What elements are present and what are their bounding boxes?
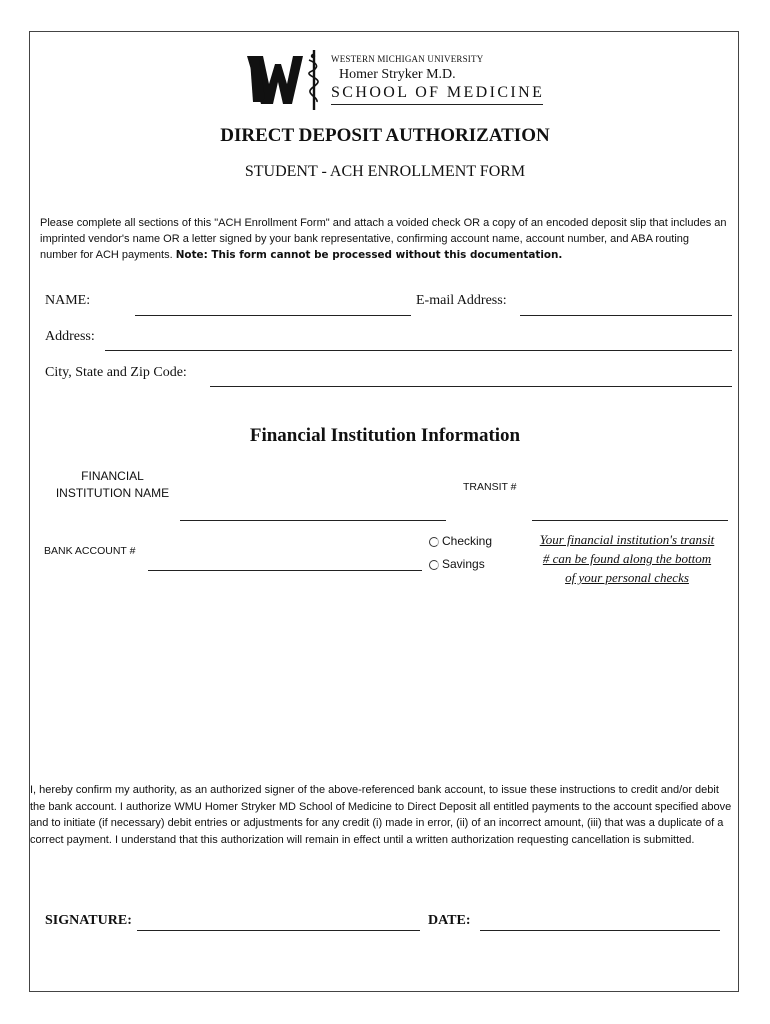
transit-note-line2: # can be found along the bottom (542, 551, 712, 566)
w-logo-icon (247, 54, 303, 106)
city-state-zip-field[interactable] (210, 386, 732, 387)
transit-label: TRANSIT # (463, 481, 517, 493)
email-field[interactable] (520, 315, 732, 316)
name-label: NAME: (45, 293, 91, 308)
transit-note (520, 530, 734, 587)
city-state-zip-label: City, State and Zip Code: (45, 365, 187, 380)
instructions-paragraph (40, 215, 728, 263)
school-name-line2: SCHOOL OF MEDICINE (331, 84, 545, 101)
wmu-logo (247, 48, 547, 112)
email-label: E-mail Address: (416, 293, 507, 308)
instructions-note: Note: This form cannot be processed without this documentation. (175, 249, 563, 261)
savings-radio[interactable] (429, 560, 439, 570)
checking-radio[interactable] (429, 537, 439, 547)
staff-of-asclepius-icon (307, 48, 321, 112)
address-field[interactable] (105, 350, 732, 351)
institution-name-field[interactable] (180, 520, 446, 521)
institution-label-line2: INSTITUTION NAME (55, 486, 170, 500)
transit-field[interactable] (532, 520, 728, 521)
university-name: WESTERN MICHIGAN UNIVERSITY (331, 54, 484, 64)
signature-label: SIGNATURE: (45, 913, 132, 928)
savings-label: Savings (442, 557, 485, 571)
form-page (29, 31, 739, 992)
institution-label-line1: FINANCIAL (81, 469, 144, 483)
date-label: DATE: (428, 913, 471, 928)
logo-underline (331, 104, 543, 105)
instructions-text: Please complete all sections of this "ACH Enrollment Form" and attach a voided check OR a copy of an encoded deposit slip that includes an imprinted vendor's name OR a letter signed by your bank representative, confirming account name, account number, and ABA routing number for ACH payments. (40, 217, 727, 261)
school-name-line1: Homer Stryker M.D. (339, 67, 456, 82)
name-field[interactable] (135, 315, 411, 316)
transit-note-line1: Your financial institution's transit (539, 532, 715, 547)
checking-label: Checking (442, 534, 493, 548)
signature-field[interactable] (137, 930, 420, 931)
bank-account-label: BANK ACCOUNT # (44, 545, 136, 557)
bank-account-field[interactable] (148, 570, 422, 571)
authorization-statement: I, hereby confirm my authority, as an authorized signer of the above-referenced bank account, to issue these instructions to credit and/or debit the bank account. I authorize WMU Homer Stryker MD School of Medicine to Direct Deposit all entitled payments to the account specified above and to initiate (if necessary) debit entries or adjustments for any credit (i) made in error, (ii) of an incorrect amount, (iii) that was a duplicate of a correct payment. I understand that this authorization will remain in effect until a written authorization requesting cancellation is submitted. (30, 784, 732, 846)
transit-note-line3: of your personal checks (565, 570, 689, 585)
form-title: DIRECT DEPOSIT AUTHORIZATION (220, 125, 550, 146)
institution-name-label (40, 468, 185, 502)
financial-section-title: Financial Institution Information (249, 425, 521, 446)
address-label: Address: (45, 329, 95, 344)
date-field[interactable] (480, 930, 720, 931)
form-subtitle: STUDENT - ACH ENROLLMENT FORM (244, 163, 526, 180)
